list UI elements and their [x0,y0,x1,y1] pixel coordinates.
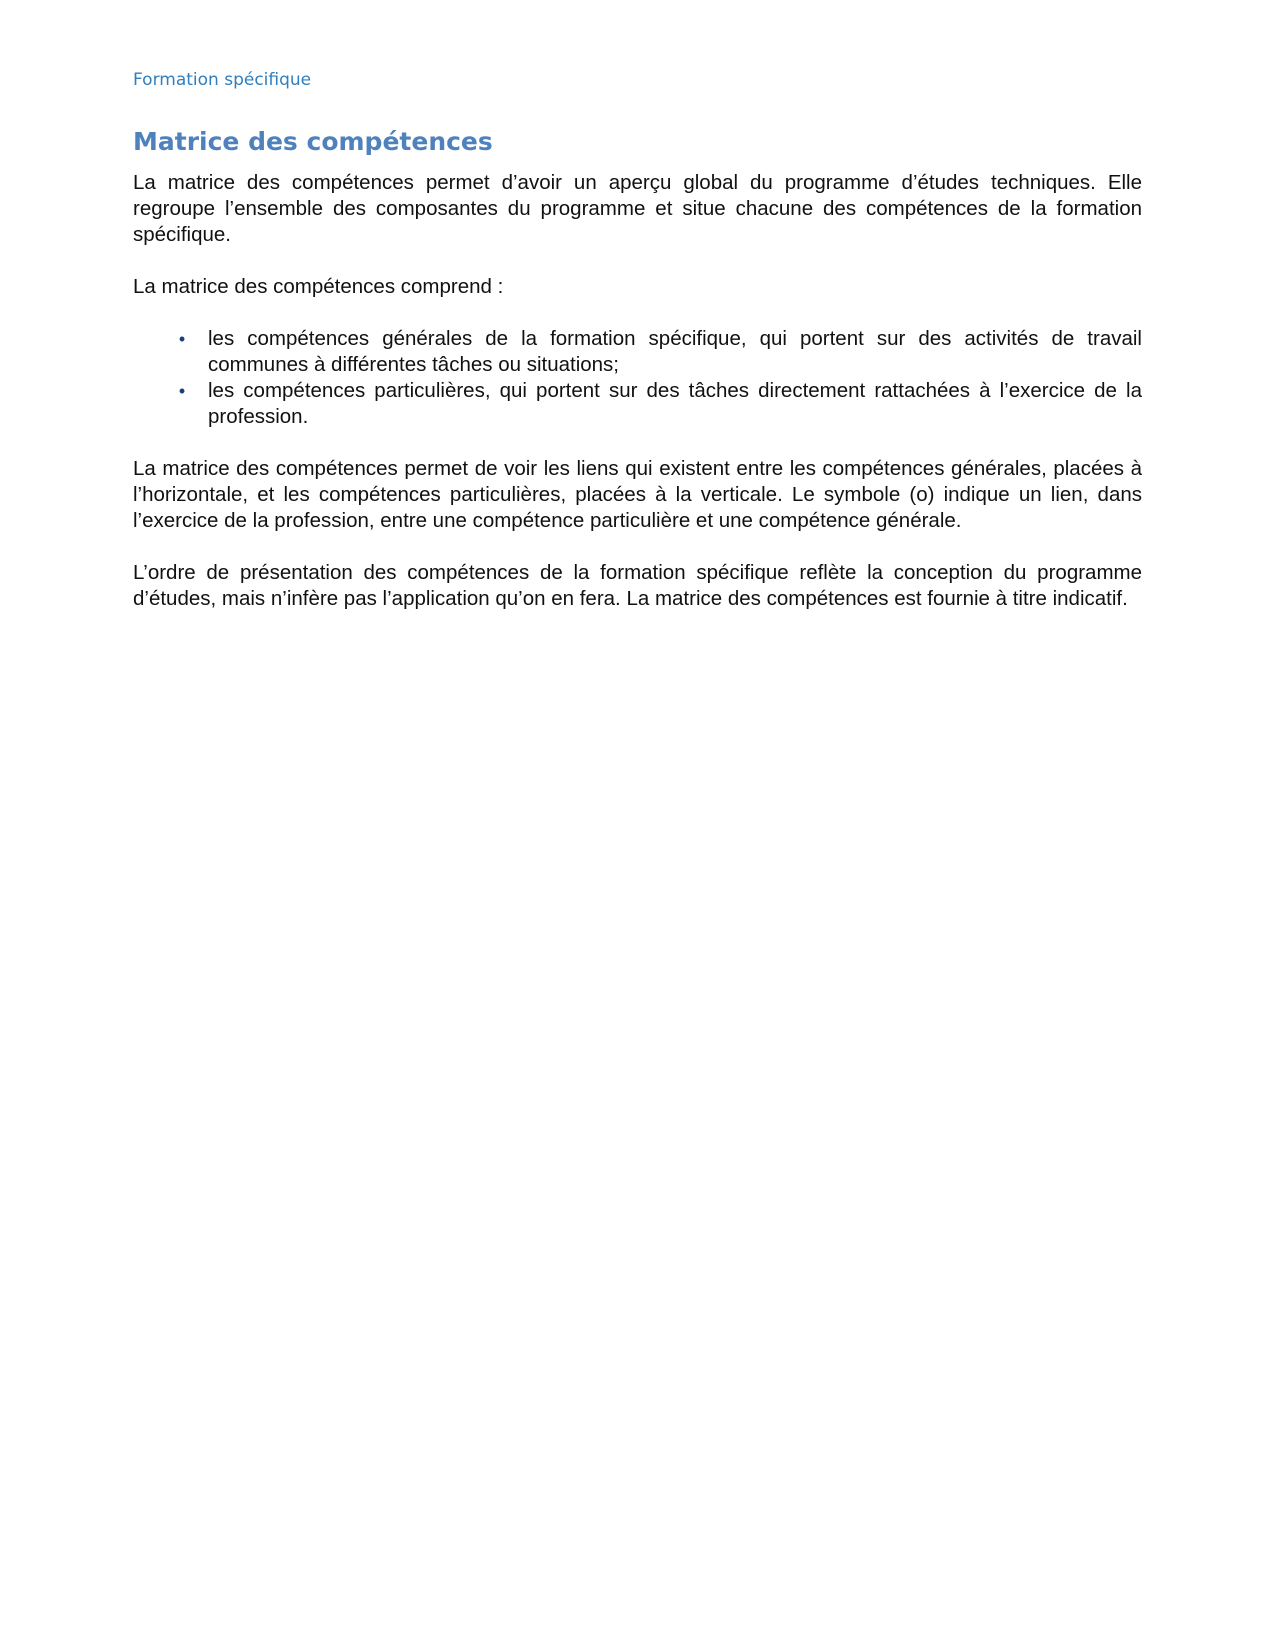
running-header: Formation spécifique [133,70,312,90]
list-intro-paragraph: La matrice des compétences comprend : [133,275,504,298]
bullet-icon: • [178,329,186,349]
list-item-text: les compétences particulières, qui portent sur des tâches directement rattachées à l’exercice de la profession. [208,379,1142,428]
list-item [133,378,1142,430]
list-item-text: les compétences générales de la formation spécifique, qui portent sur des activités de travail communes à différentes tâches ou situations; [208,327,1142,376]
intro-paragraph: La matrice des compétences permet d’avoir un aperçu global du programme d’études techniques. Elle regroupe l’ensemble des composantes du programme et situe chacune des compétences de la formation spécifique. [133,171,1142,246]
list-item [133,326,1142,378]
bullet-icon: • [178,381,186,401]
section-title: Matrice des compétences [133,127,493,156]
order-paragraph: L’ordre de présentation des compétences de la formation spécifique reflète la conception du programme d’études, mais n’infère pas l’application qu’on en fera. La matrice des compétences est fournie à titre indicatif. [133,561,1142,610]
competence-list [133,326,1142,430]
document-page [133,68,1142,612]
links-paragraph: La matrice des compétences permet de voir les liens qui existent entre les compétences générales, placées à l’horizontale, et les compétences particulières, placées à la verticale. Le symbole (o) indique un lien, dans l’exercice de la profession, entre une compétence particulière et une compétence générale. [133,457,1142,532]
